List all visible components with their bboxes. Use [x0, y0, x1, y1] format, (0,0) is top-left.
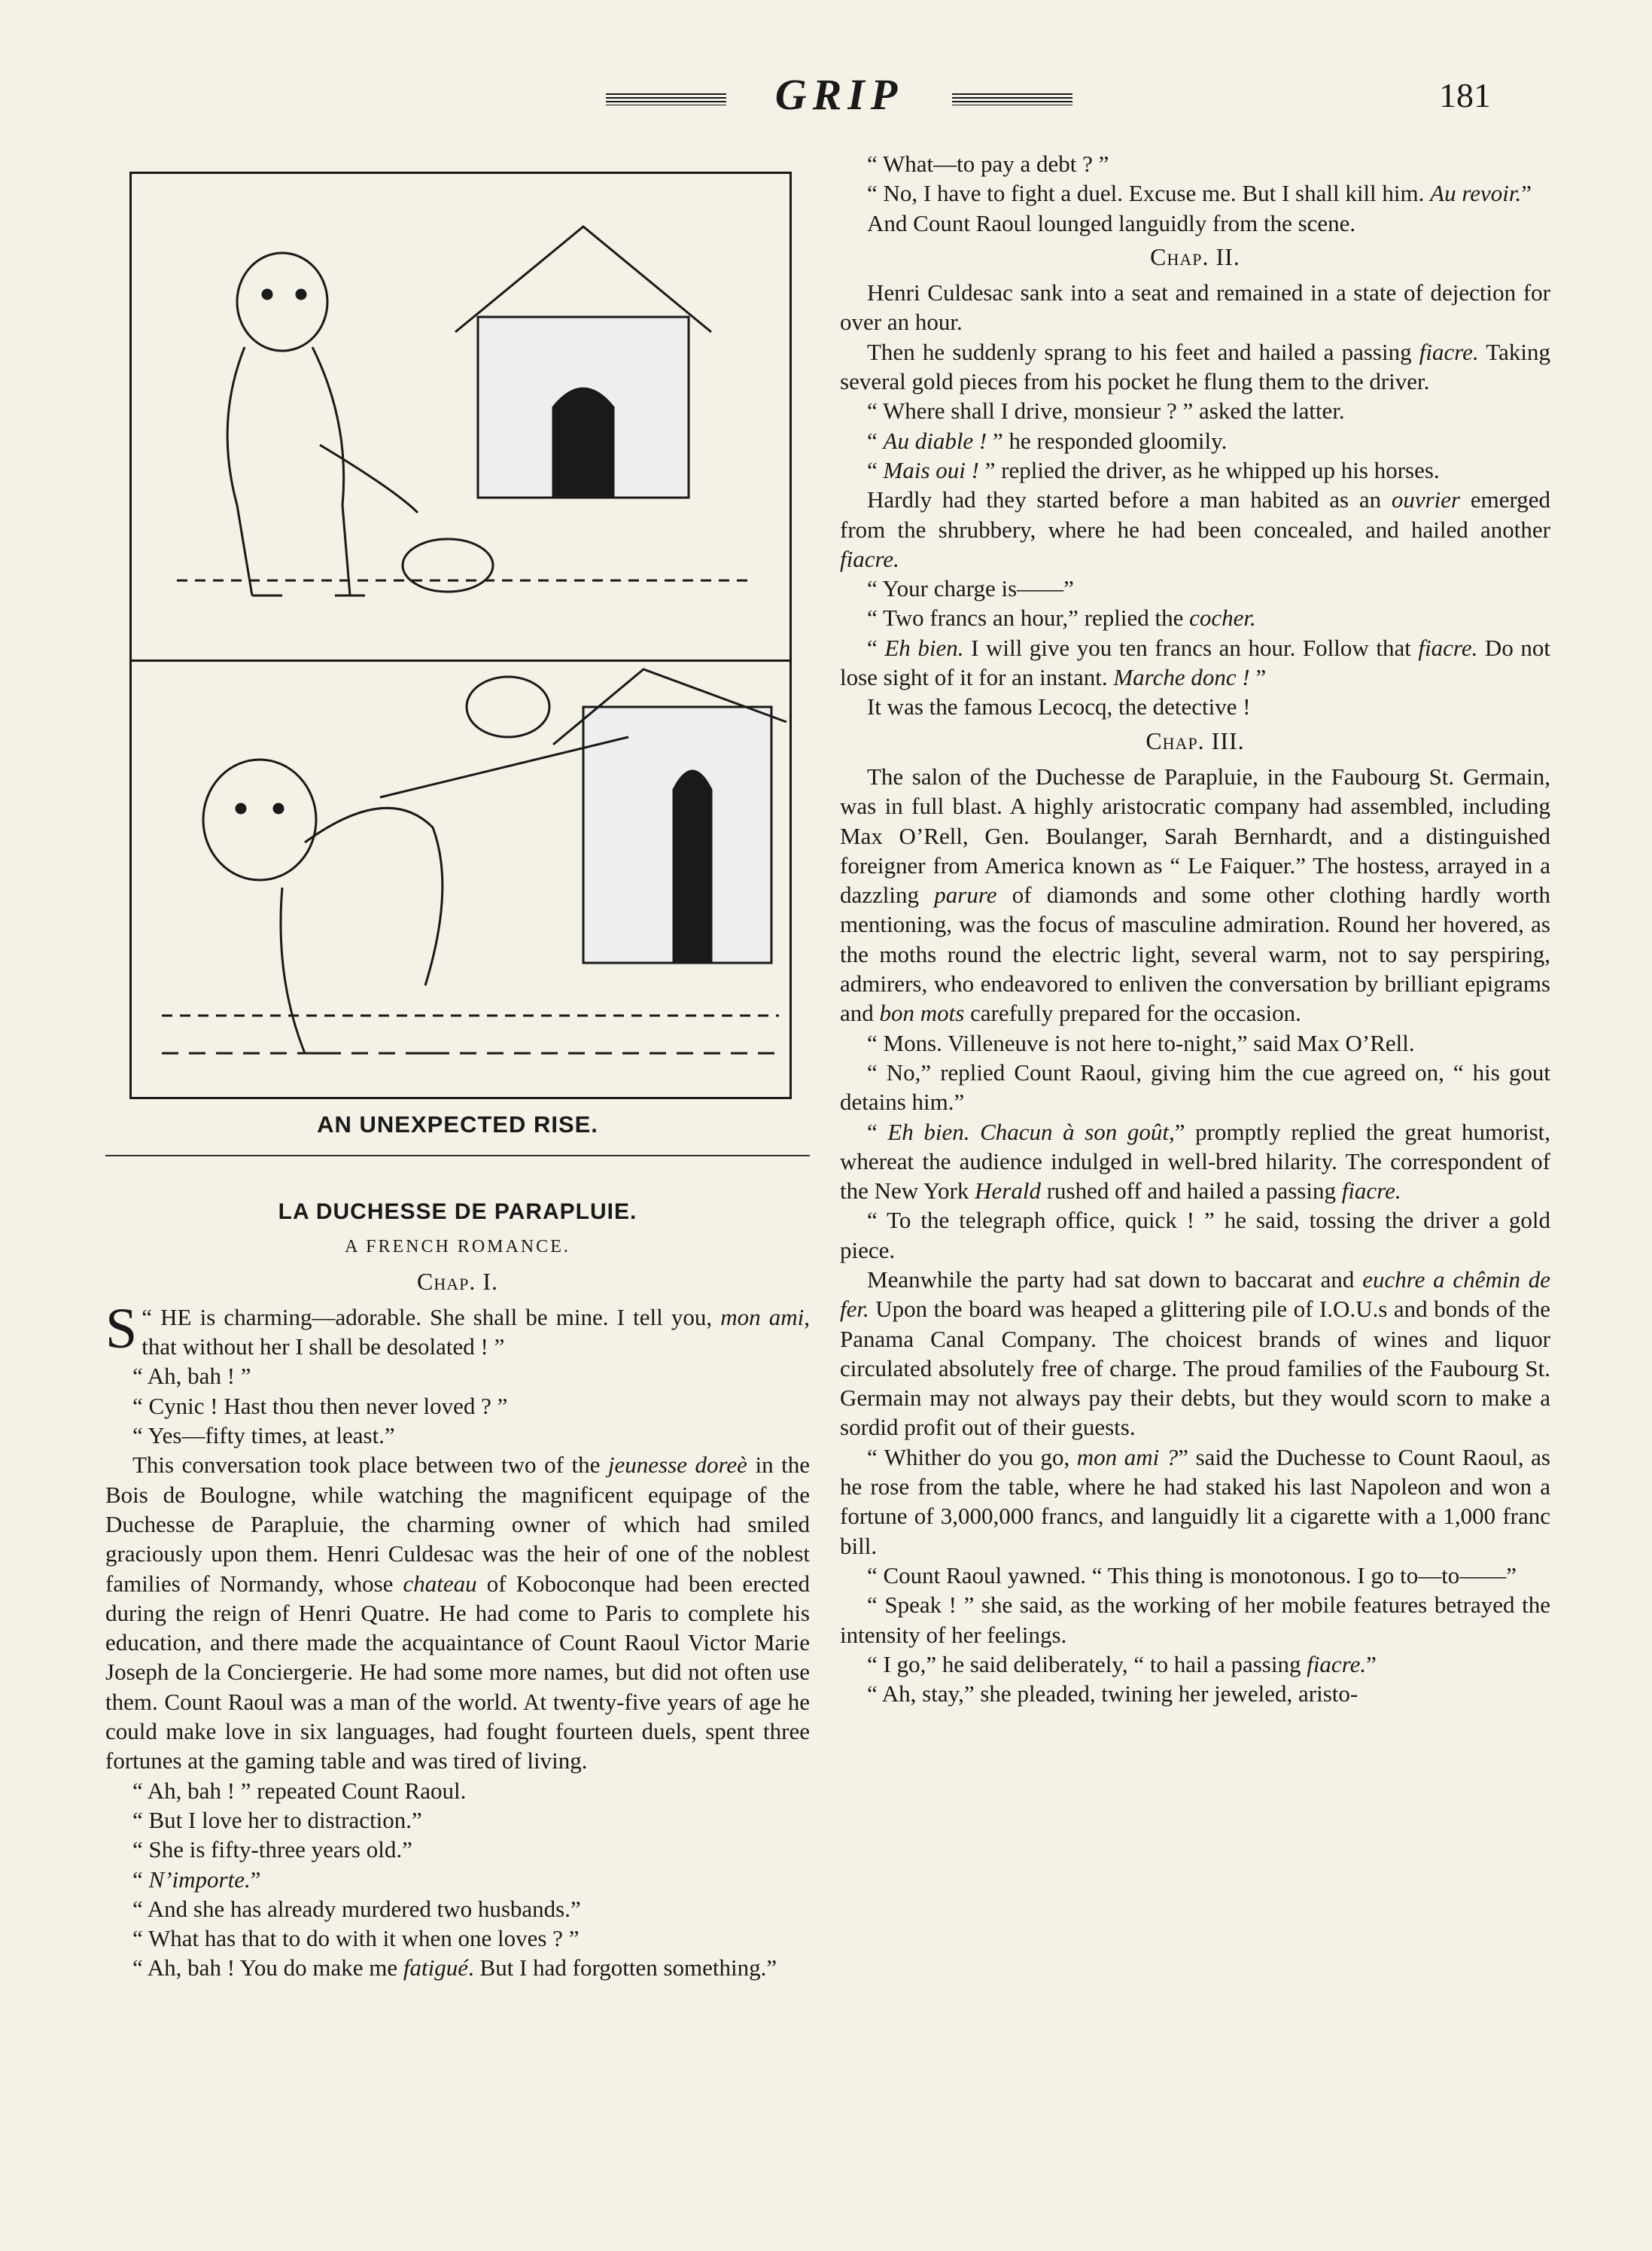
paragraph: “ Ah, bah ! ” — [132, 1363, 251, 1390]
paragraph: Hardly had they started before a man habited as an ouvrier emerged from the shrubbery, where he had been concealed, and hailed another fiacre. — [840, 486, 1551, 572]
paragraph: “ Mons. Villeneuve is not here to-night,” said Max O’Rell. — [867, 1029, 1415, 1056]
page-number: 181 — [1439, 76, 1491, 114]
paragraph: “ Speak ! ” she said, as the working of her mobile features betrayed the intensity of her feelings. — [840, 1592, 1550, 1648]
paragraph: “ Cynic ! Hast thou then never loved ? ” — [132, 1392, 508, 1419]
paragraph: “ Yes—fifty times, at least.” — [132, 1422, 395, 1449]
masthead-rule-right — [952, 93, 1072, 105]
illustration-caption: AN UNEXPECTED RISE. — [317, 1111, 598, 1138]
paragraph: “ Au diable ! ” he responded gloomily. — [867, 427, 1228, 454]
paragraph: “ She is fifty-three years old.” — [132, 1836, 412, 1863]
masthead — [598, 72, 1080, 117]
paragraph: “ Eh bien. Chacun à son goût,” promptly replied the great humorist, whereat the audience indulged in well-bred hilarity. The correspondent of the New York Herald rushed off and hailed a passing fiacre. — [840, 1118, 1551, 1205]
paragraph: “ Ah, bah ! You do make me fatigué. But I had forgotten something.” — [132, 1954, 777, 1981]
paragraph: “ Where shall I drive, monsieur ? ” asked the latter. — [867, 398, 1345, 425]
masthead-rule-left — [606, 93, 726, 105]
paragraph: “ N’importe.” — [132, 1866, 261, 1893]
paragraph: “ No, I have to fight a duel. Excuse me. But I shall kill him. Au revoir.” — [867, 180, 1532, 207]
illustration-panel-divider — [132, 659, 789, 662]
paragraph: “ Count Raoul yawned. “ This thing is monotonous. I go to—to——” — [867, 1561, 1517, 1588]
left-column — [105, 1197, 810, 1983]
dog-cartoon-illustration — [132, 174, 789, 1097]
chapter-heading: Chap. I. — [416, 1267, 498, 1295]
paragraph: “ And she has already murdered two husbands.” — [132, 1895, 581, 1922]
paragraph: “ Whither do you go, mon ami ?” said the Duchesse to Count Raoul, as he rose from the table, where he had staked his last Napoleon and won a fortune of 3,000,000 francs, and languidly lit a cigarette with a 1,000 franc bill. — [840, 1443, 1550, 1559]
publication-title: GRIP — [774, 70, 904, 119]
chapter-heading: Chap. II. — [1150, 242, 1240, 270]
paragraph: “ What has that to do with it when one loves ? ” — [132, 1925, 580, 1952]
paragraph: “ What—to pay a debt ? ” — [867, 151, 1109, 177]
paragraph: “ Mais oui ! ” replied the driver, as he whipped up his horses. — [867, 456, 1440, 483]
paragraph: “ Eh bien. I will give you ten francs an hour. Follow that fiacre. Do not lose sight of it for an instant. Marche donc ! ” — [840, 634, 1551, 691]
right-column — [840, 149, 1550, 1708]
paragraph: “ Your charge is——” — [867, 575, 1074, 602]
chapter-heading: Chap. III. — [1145, 726, 1245, 754]
story-subtitle: A FRENCH ROMANCE. — [345, 1237, 570, 1257]
paragraph: “ Two francs an hour,” replied the cocher. — [867, 605, 1256, 632]
paragraph: It was the famous Lecocq, the detective ! — [867, 693, 1251, 720]
paragraph: “ Ah, stay,” she pleaded, twining her jeweled, aristo- — [867, 1680, 1358, 1707]
paragraph: “ Ah, bah ! ” repeated Count Raoul. — [132, 1777, 467, 1804]
paragraph: And Count Raoul lounged languidly from the scene. — [867, 209, 1356, 236]
paragraph: “ No,” replied Count Raoul, giving him the cue agreed on, “ his gout detains him.” — [840, 1058, 1550, 1116]
paragraph: Henri Culdesac sank into a seat and remained in a state of dejection for over an hour. — [840, 279, 1550, 336]
paragraph: “ I go,” he said deliberately, “ to hail a passing fiacre.” — [867, 1650, 1377, 1677]
illustration — [129, 172, 792, 1099]
section-rule — [105, 1155, 810, 1156]
paragraph: The salon of the Duchesse de Parapluie, in the Faubourg St. Germain, was in full blast. A highly aristocratic company had assembled, including Max O’Rell, Gen. Boulanger, Sarah Bernhardt, and a distinguished foreigner from America known as “ Le Faiquer.” The hostess, arrayed in a dazzling parure of diamonds and some other clothing hardly worth mentioning, was the focus of masculine admiration. Round her hovered, as the moths round the electric light, several warm, not to say perspiring, admirers, who endeavored to enliven the conversation by brilliant epigrams and bon mots carefully prepared for the occasion. — [840, 763, 1550, 1027]
paragraph: Then he suddenly sprang to his feet and hailed a passing fiacre. Taking several gold pieces from his pocket he flung them to the driver. — [840, 338, 1550, 395]
paragraph: Meanwhile the party had sat down to baccarat and euchre a chêmin de fer. Upon the board was heaped a glittering pile of I.O.U.s and bonds of the Panama Canal Company. The choicest brands of wines and liquor circulated absolutely free of charge. The proud families of the Faubourg St. Germain may not always pay their debts, but they would scorn to make a sordid profit out of their guests. — [840, 1266, 1550, 1441]
story-title: LA DUCHESSE DE PARAPLUIE. — [278, 1199, 637, 1224]
paragraph: “ But I love her to distraction.” — [132, 1806, 422, 1833]
paragraph: “ To the telegraph office, quick ! ” he said, tossing the driver a gold piece. — [840, 1207, 1550, 1263]
paragraph: “ S HE is charming—adorable. She shall be mine. I tell you, mon ami, that without her I shall be desolated ! ” — [105, 1296, 811, 1360]
paragraph: This conversation took place between two of the jeunesse doreè in the Bois de Boulogne, while watching the magnificent equipage of the Duchesse de Parapluie, the charming owner of which had smiled graciously upon them. Henri Culdesac was the heir of one of the noblest families of Normandy, whose chateau of Koboconque had been erected during the reign of Henri Quatre. He had come to Paris to complete his education, and there made the acquaintance of Count Raoul Victor Marie Joseph de la Conciergerie. He had some more names, but did not often use them. Count Raoul was a man of the world. At twenty-five years of age he could make love in six languages, had fought fourteen duels, spent three fortunes at the gaming table and was tired of living. — [105, 1451, 811, 1774]
